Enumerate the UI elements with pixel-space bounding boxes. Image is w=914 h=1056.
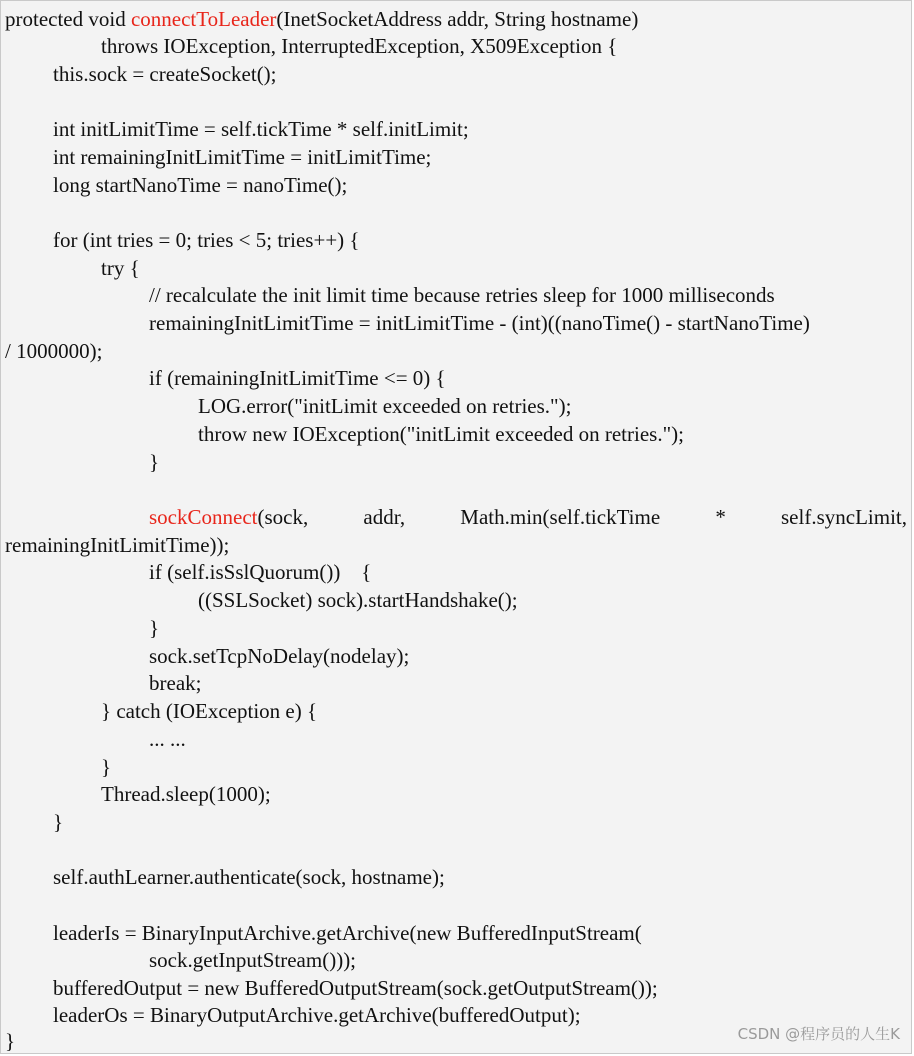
code-text: protected void (5, 7, 131, 31)
code-line-try: try { (101, 256, 140, 280)
code-line-brace: } (149, 450, 160, 474)
code-line: sock.setTcpNoDelay(nodelay); (149, 644, 410, 668)
code-line: int remainingInitLimitTime = initLimitTime; (53, 145, 432, 169)
code-line: leaderIs = BinaryInputArchive.getArchive(new BufferedInputStream( (53, 921, 642, 945)
code-line-for-loop: for (int tries = 0; tries < 5; tries++) { (53, 228, 360, 252)
code-line-throws: throws IOException, InterruptedException, X509Exception { (101, 34, 618, 58)
csdn-watermark: CSDN @程序员的人生K (737, 1025, 900, 1043)
code-line-brace: } (53, 810, 64, 834)
code-text: (sock, addr, Math.min(self.tickTime * self.syncLimit, (257, 505, 907, 529)
code-line-sock-connect (149, 503, 907, 531)
code-line: throw new IOException("initLimit exceeded on retries."); (198, 422, 684, 446)
code-line: int initLimitTime = self.tickTime * self.initLimit; (53, 117, 469, 141)
code-line: Thread.sleep(1000); (101, 782, 271, 806)
code-line-brace: } (149, 616, 160, 640)
method-name-highlight: connectToLeader (130, 7, 277, 31)
code-line: this.sock = createSocket(); (53, 62, 277, 86)
code-line: sock.getInputStream())); (149, 948, 357, 972)
method-name-highlight: sockConnect (149, 505, 258, 529)
code-line: ((SSLSocket) sock).startHandshake(); (198, 588, 518, 612)
code-line: long startNanoTime = nanoTime(); (53, 173, 348, 197)
code-line-closing-brace: } (5, 1029, 16, 1053)
code-line-if: if (remainingInitLimitTime <= 0) { (149, 366, 446, 390)
code-line-wrapped: remainingInitLimitTime)); (5, 533, 230, 557)
code-line-brace: } (101, 755, 112, 779)
code-line: LOG.error("initLimit exceeded on retries."); (198, 394, 572, 418)
code-line: break; (149, 671, 202, 695)
code-line-ellipsis: ... ... (149, 727, 186, 751)
code-line-wrapped: / 1000000); (5, 339, 103, 363)
code-line: bufferedOutput = new BufferedOutputStream(sock.getOutputStream()); (53, 976, 658, 1000)
code-line-comment: // recalculate the init limit time because retries sleep for 1000 milliseconds (149, 283, 775, 307)
code-line: self.authLearner.authenticate(sock, hostname); (53, 865, 445, 889)
code-line-method-signature (5, 5, 907, 33)
code-line: remainingInitLimitTime = initLimitTime - (int)((nanoTime() - startNanoTime) (149, 311, 810, 335)
code-line-catch: } catch (IOException e) { (101, 699, 318, 723)
code-line-if: if (self.isSslQuorum()) { (149, 560, 372, 584)
code-line: leaderOs = BinaryOutputArchive.getArchive(bufferedOutput); (53, 1003, 581, 1027)
code-text: (InetSocketAddress addr, String hostname) (276, 7, 639, 31)
